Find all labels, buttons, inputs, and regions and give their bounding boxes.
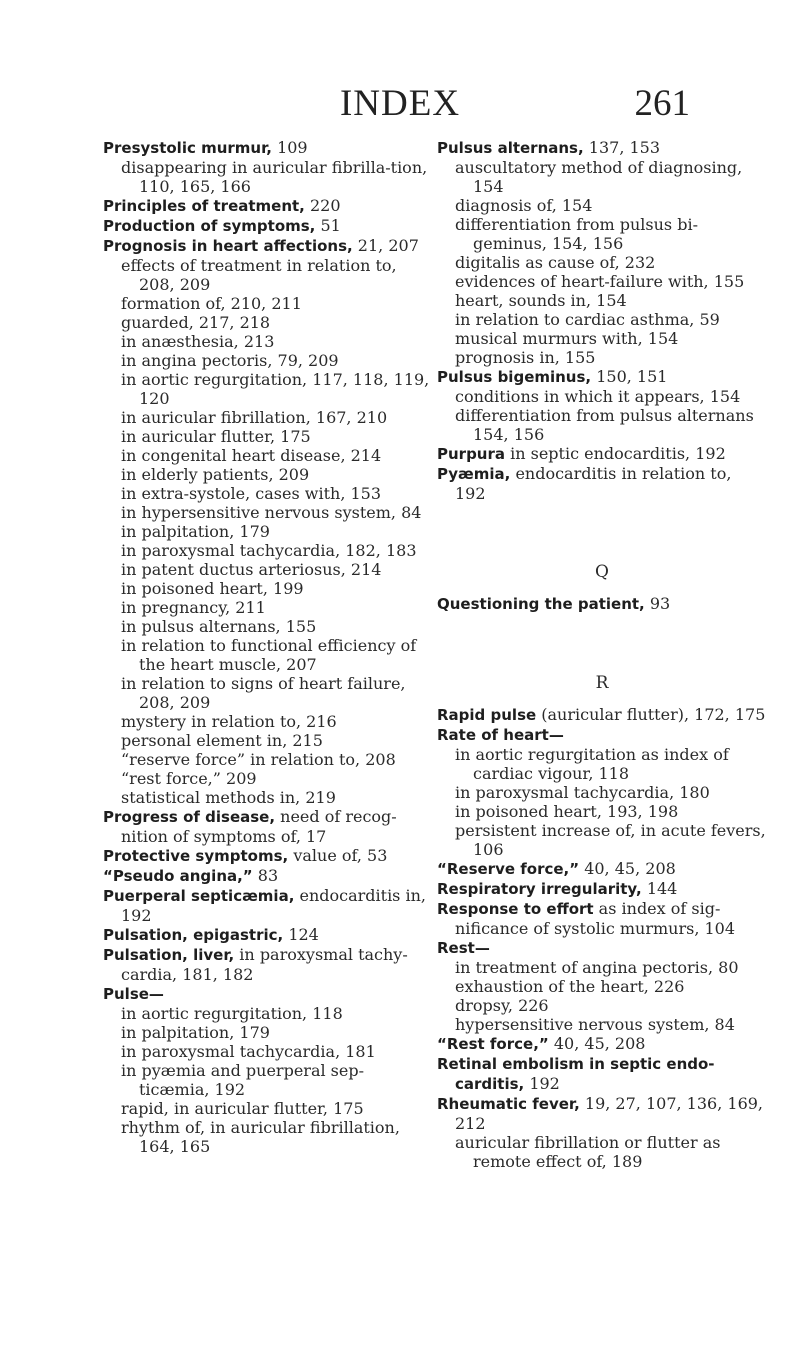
- entry-heading: Puerperal septicæmia,: [103, 887, 295, 905]
- index-subentry: dropsy, 226: [455, 996, 549, 1015]
- entry-heading: Pulse—: [103, 985, 164, 1003]
- index-entry: [437, 1054, 767, 1094]
- entry-pages: need of recog-nition of symptoms of, 17: [121, 807, 397, 846]
- index-subentry: “rest force,” 209: [121, 769, 257, 788]
- entry-heading: Rest—: [437, 939, 490, 957]
- entry-heading: Principles of treatment,: [103, 197, 305, 215]
- entry-heading: Progress of disease,: [103, 808, 276, 826]
- index-subentry: in aortic regurgitation, 118: [121, 1004, 343, 1023]
- index-subentry: in paroxysmal tachycardia, 180: [455, 783, 710, 802]
- index-subentry: in paroxysmal tachycardia, 181: [121, 1042, 376, 1061]
- index-subentry: persistent increase of, in acute fevers, 106: [455, 821, 766, 859]
- entry-heading: Pulsus alternans,: [437, 139, 584, 157]
- entry-pages: endocarditis in relation to, 192: [455, 464, 732, 503]
- index-subentry: musical murmurs with, 154: [455, 329, 679, 348]
- index-subentry: digitalis as cause of, 232: [455, 253, 656, 272]
- index-entry: [437, 938, 767, 958]
- entry-pages: 40, 45, 208: [548, 1034, 646, 1053]
- index-subentry: in palpitation, 179: [121, 522, 270, 541]
- entry-pages: 21, 207: [352, 236, 419, 255]
- entry-pages: 19, 27, 107, 136, 169, 212: [455, 1094, 764, 1133]
- page-header: [0, 82, 800, 126]
- index-subentry: auricular fibrillation or flutter as remote effect of, 189: [455, 1133, 721, 1171]
- section-letter: Q: [595, 562, 609, 582]
- index-entry: [103, 945, 433, 984]
- entry-pages: 40, 45, 208: [579, 859, 676, 878]
- entry-heading: Response to effort: [437, 900, 594, 918]
- index-entry: [103, 846, 433, 866]
- index-subentry: personal element in, 215: [121, 731, 323, 750]
- index-column-right: [437, 138, 767, 1171]
- index-subentry: in congenital heart disease, 214: [121, 446, 382, 465]
- index-subentry: in pulsus alternans, 155: [121, 617, 317, 636]
- entry-pages: in paroxysmal tachy-cardia, 181, 182: [121, 945, 408, 984]
- index-subentry: effects of treatment in relation to, 208, 209: [121, 256, 397, 294]
- index-subentry: rapid, in auricular flutter, 175: [121, 1099, 364, 1118]
- index-subentry: in hypersensitive nervous system, 84: [121, 503, 422, 522]
- index-subentry: differentiation from pulsus bi-geminus, 154, 156: [455, 215, 698, 253]
- index-subentry: in aortic regurgitation as index of cardiac vigour, 118: [455, 745, 729, 783]
- section-spacer: [437, 614, 767, 674]
- index-subentry: rhythm of, in auricular fibrillation, 164, 165: [121, 1118, 400, 1156]
- entry-heading: Production of symptoms,: [103, 217, 316, 235]
- entry-heading: “Pseudo angina,”: [103, 867, 253, 885]
- entry-heading: Presystolic murmur,: [103, 139, 272, 157]
- index-entry: [103, 138, 433, 158]
- index-subentry: in anæsthesia, 213: [121, 332, 275, 351]
- entry-pages: 51: [315, 216, 341, 235]
- section-spacer: [437, 582, 767, 594]
- entry-heading: Pulsation, epigastric,: [103, 926, 284, 944]
- entry-pages: in septic endocarditis, 192: [505, 444, 726, 463]
- entry-heading: Pyæmia,: [437, 465, 511, 483]
- entry-pages: (auricular flutter), 172, 175: [536, 705, 766, 724]
- entry-heading: Respiratory irregularity,: [437, 880, 642, 898]
- index-subentry: in relation to functional efficiency of the heart muscle, 207: [121, 636, 417, 674]
- index-subentry: conditions in which it appears, 154: [455, 387, 741, 406]
- index-subentry: in patent ductus arteriosus, 214: [121, 560, 382, 579]
- index-subentry: in palpitation, 179: [121, 1023, 270, 1042]
- index-subentry: in relation to signs of heart failure, 208, 209: [121, 674, 406, 712]
- index-subentry: in aortic regurgitation, 117, 118, 119, 120: [121, 370, 430, 408]
- entry-heading: Rheumatic fever,: [437, 1095, 580, 1113]
- index-subentry: in treatment of angina pectoris, 80: [455, 958, 739, 977]
- index-entry: [103, 984, 433, 1004]
- index-subentry: in paroxysmal tachycardia, 182, 183: [121, 541, 417, 560]
- index-entry: [437, 464, 767, 503]
- index-subentry: hypersensitive nervous system, 84: [455, 1015, 735, 1034]
- entry-pages: 137, 153: [583, 138, 661, 157]
- index-subentry: formation of, 210, 211: [121, 294, 302, 313]
- index-subentry: “reserve force” in relation to, 208: [121, 750, 396, 769]
- index-entry: [437, 594, 767, 614]
- index-column-left: [103, 138, 433, 1156]
- index-entry: [103, 807, 433, 846]
- entry-heading: Questioning the patient,: [437, 595, 645, 613]
- entry-heading: Rapid pulse: [437, 706, 537, 724]
- index-subentry: heart, sounds in, 154: [455, 291, 627, 310]
- index-subentry: in angina pectoris, 79, 209: [121, 351, 339, 370]
- section-letter: R: [595, 673, 609, 693]
- entry-heading: Pulsus bigeminus,: [437, 368, 592, 386]
- entry-heading: “Reserve force,”: [437, 860, 580, 878]
- page-number: 261: [634, 83, 690, 124]
- section-spacer: [437, 503, 767, 563]
- index-subentry: in relation to cardiac asthma, 59: [455, 310, 720, 329]
- index-subentry: auscultatory method of diagnosing, 154: [455, 158, 743, 196]
- entry-pages: endocarditis in, 192: [121, 886, 426, 925]
- index-subentry: disappearing in auricular fibrilla-tion, 110, 165, 166: [121, 158, 428, 196]
- entry-heading: Protective symptoms,: [103, 847, 289, 865]
- entry-heading: Prognosis in heart affections,: [103, 237, 353, 255]
- index-entry: [437, 1034, 767, 1054]
- entry-heading: Pulsation, liver,: [103, 946, 235, 964]
- index-entry: [103, 196, 433, 216]
- entry-pages: 124: [283, 925, 319, 944]
- index-subentry: exhaustion of the heart, 226: [455, 977, 685, 996]
- entry-pages: 220: [304, 196, 341, 215]
- index-entry: [437, 367, 767, 387]
- entry-pages: 150, 151: [591, 367, 668, 386]
- index-entry: [103, 886, 433, 925]
- index-entry: [103, 236, 433, 256]
- index-subentry: in elderly patients, 209: [121, 465, 310, 484]
- entry-pages: 192: [524, 1074, 560, 1093]
- index-entry: [103, 866, 433, 886]
- entry-heading: Retinal embolism in septic endo-carditis,: [437, 1055, 715, 1093]
- index-subentry: diagnosis of, 154: [455, 196, 593, 215]
- index-entry: [103, 216, 433, 236]
- index-subentry: guarded, 217, 218: [121, 313, 271, 332]
- index-subentry: in pregnancy, 211: [121, 598, 266, 617]
- index-subentry: in poisoned heart, 193, 198: [455, 802, 679, 821]
- page-title: INDEX: [339, 83, 461, 124]
- index-entry: [437, 138, 767, 158]
- index-entry: [437, 879, 767, 899]
- index-entry: [437, 444, 767, 464]
- entry-pages: 109: [271, 138, 308, 157]
- index-entry: [437, 705, 767, 725]
- entry-pages: 93: [644, 594, 671, 613]
- index-subentry: evidences of heart-failure with, 155: [455, 272, 745, 291]
- entry-heading: Purpura: [437, 445, 506, 463]
- entry-heading: “Rest force,”: [437, 1035, 549, 1053]
- index-entry: [437, 725, 767, 745]
- entry-pages: as index of sig-nificance of systolic murmurs, 104: [455, 899, 736, 938]
- index-subentry: mystery in relation to, 216: [121, 712, 337, 731]
- index-subentry: in poisoned heart, 199: [121, 579, 304, 598]
- index-subentry: in pyæmia and puerperal sep-ticæmia, 192: [121, 1061, 365, 1099]
- index-entry: [437, 899, 767, 938]
- entry-heading: Rate of heart—: [437, 726, 564, 744]
- entry-pages: 144: [641, 879, 678, 898]
- entry-pages: value of, 53: [288, 846, 388, 865]
- index-subentry: in auricular fibrillation, 167, 210: [121, 408, 388, 427]
- index-subentry: in extra-systole, cases with, 153: [121, 484, 382, 503]
- index-subentry: in auricular flutter, 175: [121, 427, 311, 446]
- index-subentry: prognosis in, 155: [455, 348, 596, 367]
- index-entry: [103, 925, 433, 945]
- section-spacer: [437, 693, 767, 705]
- entry-pages: 83: [252, 866, 279, 885]
- index-subentry: differentiation from pulsus alternans 154, 156: [455, 406, 754, 444]
- index-entry: [437, 859, 767, 879]
- index-subentry: statistical methods in, 219: [121, 788, 336, 807]
- index-entry: [437, 1094, 767, 1133]
